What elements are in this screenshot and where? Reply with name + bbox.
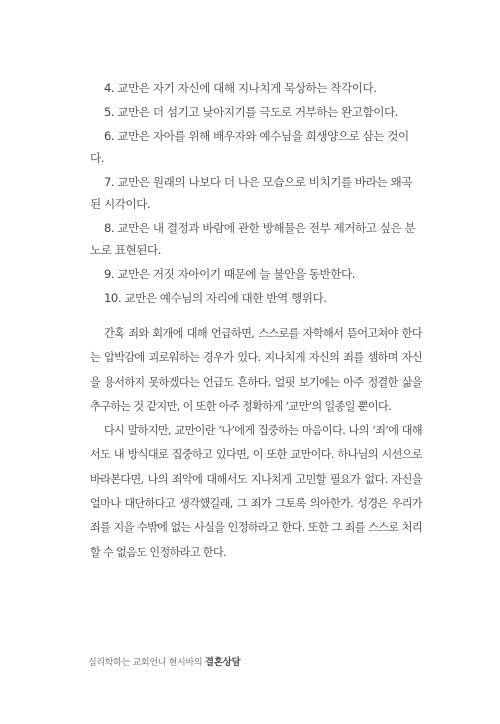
list-item: 9. 교만은 거짓 자아이기 때문에 늘 불안을 동반한다. [104,267,356,281]
list-item: 6. 교만은 자아를 위해 배우자와 예수님을 희생양으로 삼는 것이다. [90,129,409,165]
paragraph: 간혹 죄와 회개에 대해 언급하면, 스스로를 자학해서 뜯어고쳐야 한다는 압박감에 괴로워하는 경우가 있다. 지나치게 자신의 죄를 셈하며 자신을 용서하지 못하겠다는 언급도 흔하다. 얼핏 보기에는 아주 정결한 삶을 추구하는 것 같지만, 이 또한 아주 정확하게 ‘교만’의 일종일 뿐이다. [90,327,422,413]
book-title: 결혼상담 [204,657,241,668]
list-item: 10. 교만은 예수님의 자리에 대한 반역 행위다. [104,291,327,305]
list-item: 8. 교만은 내 결정과 바람에 관한 방해물은 전부 제거하고 싶은 분노로 표현된다. [90,221,416,257]
body-text [90,322,422,565]
list-item: 4. 교만은 자기 자신에 대해 지나치게 묵상하는 착각이다. [104,81,377,95]
running-footer [88,654,240,668]
list-item: 7. 교만은 원래의 나보다 더 나은 모습으로 비치기를 바라는 왜곡된 시각이다. [90,175,413,211]
list-item: 5. 교만은 더 섬기고 낮아지기를 극도로 거부하는 완고함이다. [104,105,399,119]
series-title: 심리학하는 교회언니 현시바의 [88,658,203,668]
pride-list [90,77,422,311]
paragraph: 다시 말하지만, 교만이란 ‘나’에게 집중하는 마음이다. 나의 ‘죄’에 대해서도 내 방식대로 집중하고 있다면, 이 또한 교만이다. 하나님의 시선으로 바라본다면, 나의 죄악에 대해서도 지나치게 고민할 필요가 없다. 자신을 얼마나 대단하다고 생각했길래, 그 죄가 그토록 의아한가. 성경은 우리가 죄를 지을 수밖에 없는 사실을 인정하라고 한다. 또한 그 죄를 스스로 처리할 수 없음도 인정하라고 한다. [90,424,422,559]
